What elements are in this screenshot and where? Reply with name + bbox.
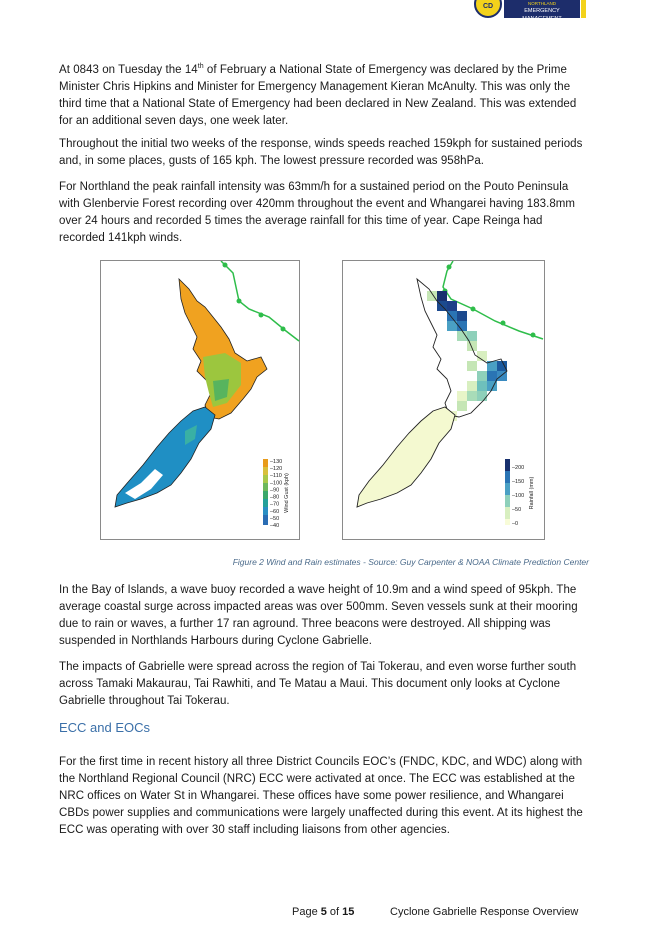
wind-gust-map — [100, 260, 300, 540]
rain-tick: –200 — [512, 465, 525, 471]
logo-emblem: CD — [474, 0, 502, 18]
wind-tick: –110 — [270, 473, 282, 480]
p1-text-b: of February a National State of Emergency was declared by the Prime Minister Chris Hipkins and Minister for Emergency Management Kieran McAnulty. This was only the third time that a National State of Emergency had been declared in New Zealand. This was extended for an additional seven days, one week later. — [59, 63, 577, 127]
wind-tick: –60 — [270, 508, 280, 515]
wind-tick: –50 — [270, 515, 280, 522]
wind-colorbar — [263, 459, 268, 525]
wind-colorbar-label: Wind Gust (kph) — [284, 473, 290, 513]
rainfall-map — [342, 260, 545, 540]
wind-tick: –120 — [270, 466, 283, 473]
org-logo — [474, 0, 586, 21]
p1-superscript: th — [197, 63, 204, 70]
wind-tick: –40 — [270, 523, 280, 529]
wind-tick: –70 — [270, 501, 280, 508]
logo-side-bar — [581, 0, 586, 18]
rain-tick: –150 — [512, 479, 525, 485]
paragraph-state-of-emergency — [59, 58, 589, 130]
logo-text: EMERGENCY MANAGEMENT — [522, 8, 562, 22]
page-number — [292, 906, 354, 918]
wind-tick: –90 — [270, 487, 280, 494]
rain-colorbar-label: Rainfall (mm) — [529, 476, 535, 510]
rain-tick: –50 — [512, 507, 522, 513]
paragraph-impacts: The impacts of Gabrielle were spread across the region of Tai Tokerau, and even worse further south across Tamaki Makaurau, Tai Rawhiti, and Te Matau a Maui. This document only looks at Cyclone Gabrielle throughout Tai Tokerau. — [59, 661, 577, 707]
page-current: 5 — [320, 906, 327, 918]
wind-tick: –80 — [270, 494, 280, 501]
document-title: Cyclone Gabrielle Response Overview — [390, 906, 579, 918]
wind-tick: –130 — [270, 459, 283, 465]
logo-banner — [504, 0, 580, 22]
paragraph-bay-of-islands: In the Bay of Islands, a wave buoy recorded a wave height of 10.9m and a wind speed of 95kph. The average coastal surge across impacted areas was over 500mm. Seven vessels sunk at their mooring due to rain or waves, a further 17 ran aground. Three beacons were destroyed. All shipping was suspended in Northlands Harbours during Cyclone Gabrielle. — [59, 584, 578, 647]
logo-top-text: NORTHLAND — [528, 1, 556, 6]
page-total: 15 — [342, 906, 355, 918]
paragraph-ecc-eocs: For the first time in recent history all three District Councils EOC’s (FNDC, KDC, and WDC) along with the Northland Regional Council (NRC) ECC were activated at once. The ECC was established at the NRC offices on Water St in Whangarei. These offices have some power resilience, and Whangarei CBDs power supplies and communications were largely unaffected during this event. At its highest the ECC was operating with over 30 staff including liaisons from other agencies. — [59, 756, 583, 836]
section-heading: ECC and EOCs — [59, 720, 151, 735]
rain-tick: –0 — [512, 521, 519, 527]
page-word: Page — [292, 906, 321, 918]
paragraph-wind-speeds: Throughout the initial two weeks of the response, winds speeds reached 159kph for sustained periods and, in some places, gusts of 165 kph. The lowest pressure recorded was 958hPa. — [59, 138, 583, 167]
rain-tick: –100 — [512, 493, 525, 499]
wind-tick: –100 — [270, 480, 283, 487]
of-word: of — [326, 906, 343, 918]
p1-text-a: At 0843 on Tuesday the 14 — [59, 63, 198, 76]
figure-caption: Figure 2 Wind and Rain estimates - Source: Guy Carpenter & NOAA Climate Prediction Center — [232, 557, 589, 567]
rain-colorbar — [505, 459, 510, 525]
paragraph-rainfall: For Northland the peak rainfall intensity was 63mm/h for a sustained period on the Pouto Peninsula with Glenbervie Forest recording over 420mm throughout the event and Whangarei having 183.8mm over 24 hours and recorded 5 times the average rainfall for this time of year. Cape Reinga had recorded 141kph winds. — [59, 181, 576, 244]
